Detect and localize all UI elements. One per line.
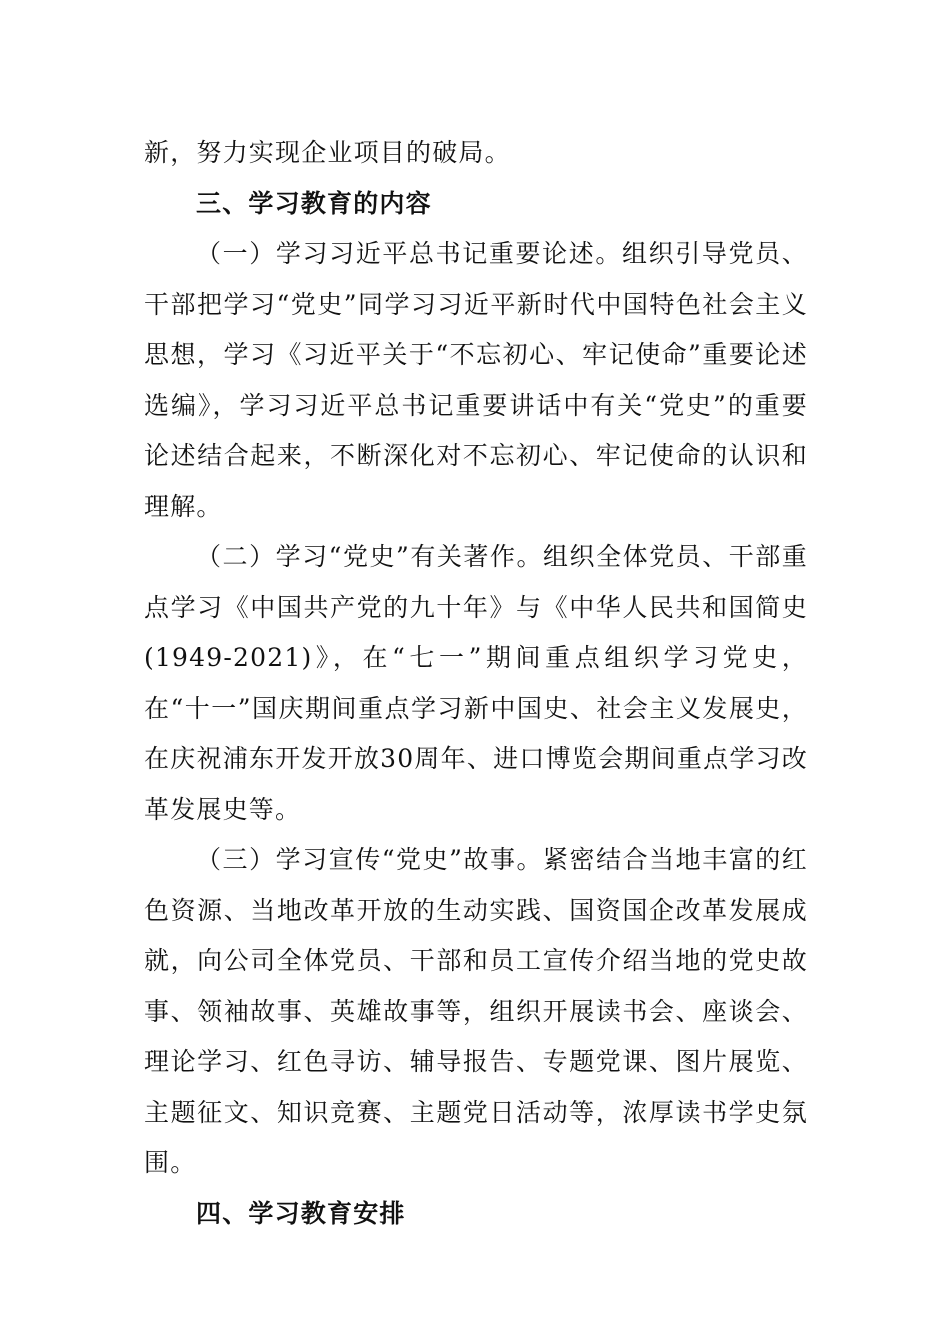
section-heading-3: 三、学习教育的内容 xyxy=(196,188,432,218)
section-heading-4: 四、学习教育安排 xyxy=(196,1198,406,1228)
document-body xyxy=(144,128,808,1239)
paragraph-study-stories: （三）学习宣传“党史”故事。紧密结合当地丰富的红色资源、当地改革开放的生动实践、国资国企改革发展成就，向公司全体党员、干部和员工宣传介绍当地的党史故事、领袖故事、英雄故事等，组织开展读书会、座谈会、理论学习、红色寻访、辅导报告、专题党课、图片展览、主题征文、知识竞赛、主题党日活动等，浓厚读书学史氛围。 xyxy=(144,845,808,1177)
paragraph-study-works: （二）学习“党史”有关著作。组织全体党员、干部重点学习《中国共产党的九十年》与《中华人民共和国简史(1949-2021)》，在“七一”期间重点组织学习党史，在“十一”国庆期间重点学习新中国史、社会主义发展史，在庆祝浦东开发开放30周年、进口博览会期间重点学习改革发展史等。 xyxy=(144,542,808,824)
paragraph-continuation: 新，努力实现企业项目的破局。 xyxy=(144,138,511,167)
paragraph-study-remarks: （一）学习习近平总书记重要论述。组织引导党员、干部把学习“党史”同学习习近平新时代中国特色社会主义思想，学习《习近平关于“不忘初心、牢记使命”重要论述选编》，学习习近平总书记重要讲话中有关“党史”的重要论述结合起来，不断深化对不忘初心、牢记使命的认识和理解。 xyxy=(144,239,808,521)
